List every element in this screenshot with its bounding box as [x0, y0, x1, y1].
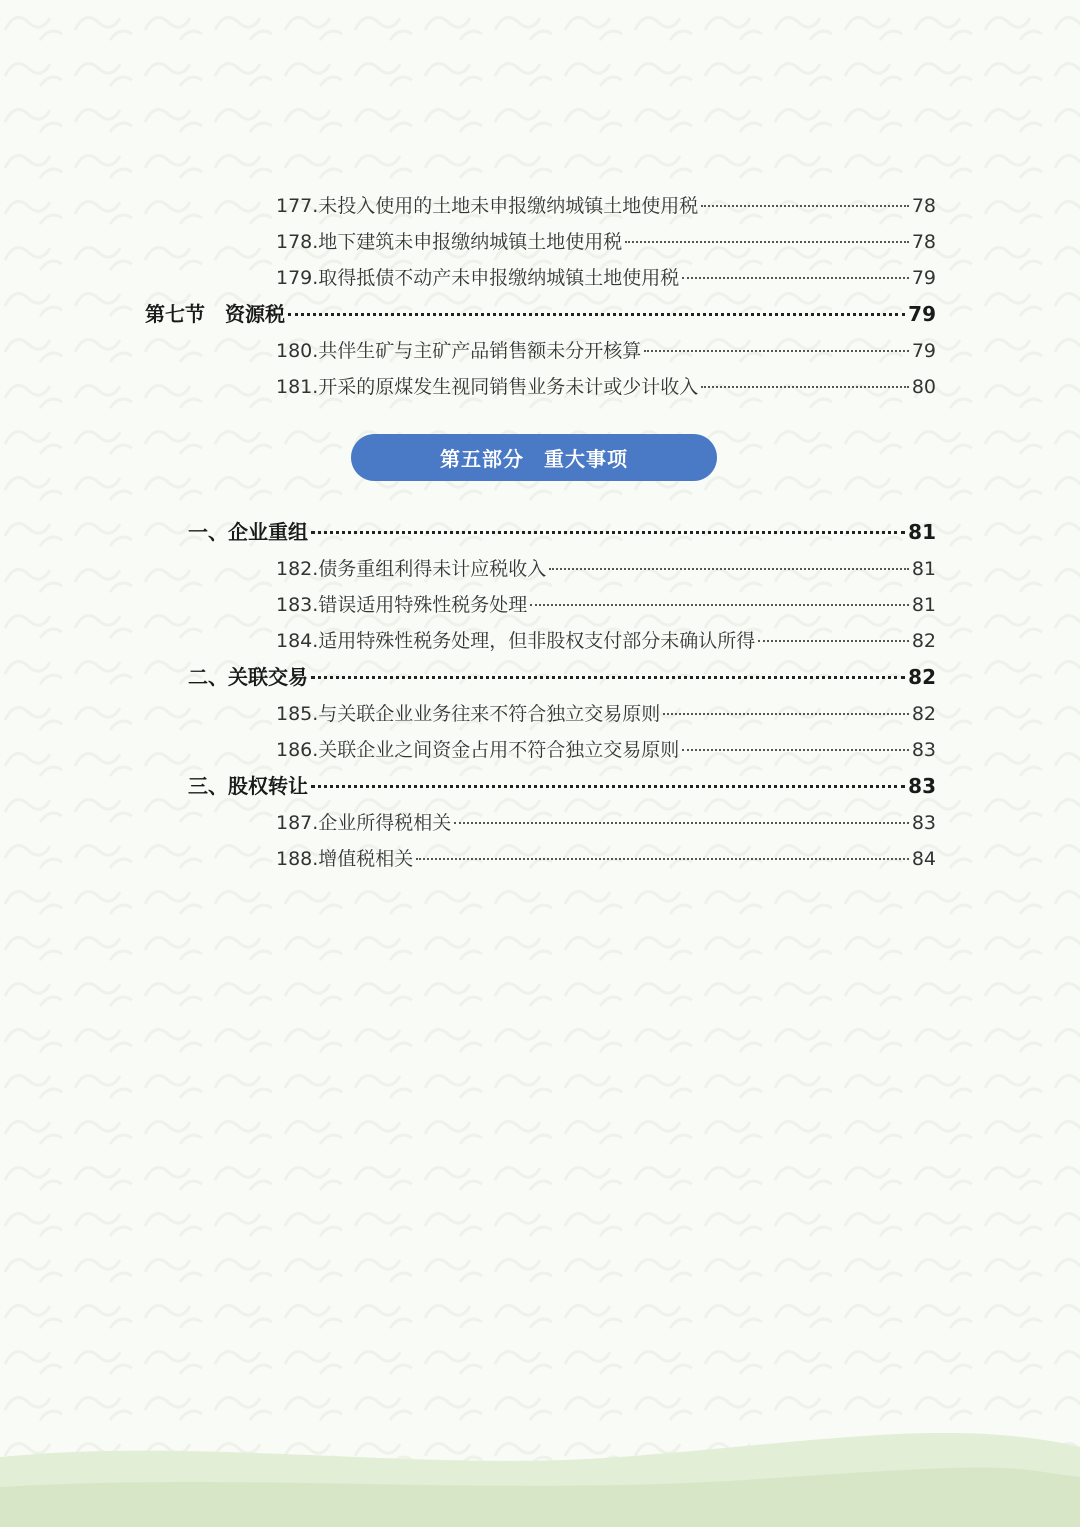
dot-leader — [682, 276, 909, 279]
dot-leader — [311, 784, 905, 788]
toc-entry[interactable] — [276, 699, 936, 729]
toc-chapter-heading[interactable] — [145, 299, 936, 329]
toc-entry-label: 186.关联企业之间资金占用不符合独立交易原则 — [276, 739, 680, 761]
toc-entry-label: 187.企业所得税相关 — [276, 812, 452, 834]
toc-entry[interactable] — [276, 590, 936, 620]
toc-entry-page: 82 — [911, 630, 936, 652]
toc-section-heading[interactable] — [188, 517, 936, 547]
toc-entry-label: 179.取得抵债不动产未申报缴纳城镇土地使用税 — [276, 267, 680, 289]
toc-entry[interactable] — [276, 372, 936, 402]
toc-entry-page: 83 — [911, 812, 936, 834]
toc-entry-label: 180.共伴生矿与主矿产品销售额未分开核算 — [276, 340, 642, 362]
dot-leader — [625, 240, 909, 243]
toc-entry-label: 183.错误适用特殊性税务处理 — [276, 594, 528, 616]
toc-entry[interactable] — [276, 844, 936, 874]
dot-leader — [758, 639, 909, 642]
dot-leader — [701, 204, 909, 207]
toc-entry-page: 82 — [911, 703, 936, 725]
toc-entry-label: 178.地下建筑未申报缴纳城镇土地使用税 — [276, 231, 623, 253]
toc-entry[interactable] — [276, 626, 936, 656]
toc-chapter-page: 79 — [908, 302, 936, 326]
toc-entry-label: 185.与关联企业业务往来不符合独立交易原则 — [276, 703, 661, 725]
toc-section-label: 三、股权转让 — [188, 774, 308, 798]
dot-leader — [311, 675, 905, 679]
toc-entry-page: 78 — [911, 195, 936, 217]
toc-entry-page: 79 — [911, 267, 936, 289]
toc-chapter-label: 第七节 资源税 — [145, 302, 285, 326]
dot-leader — [701, 385, 909, 388]
toc-entry[interactable] — [276, 808, 936, 838]
dot-leader — [311, 530, 905, 534]
dot-leader — [549, 567, 909, 570]
toc-section-page: 83 — [908, 774, 936, 798]
toc-entry-page: 78 — [911, 231, 936, 253]
toc-entry-page: 81 — [911, 594, 936, 616]
toc-entry-label: 181.开采的原煤发生视同销售业务未计或少计收入 — [276, 376, 699, 398]
part-banner-number: 第五部分 — [440, 447, 524, 471]
toc-entry[interactable] — [276, 735, 936, 765]
dot-leader — [288, 312, 905, 316]
toc-section-page: 81 — [908, 520, 936, 544]
toc-entry-label: 182.债务重组利得未计应税收入 — [276, 558, 547, 580]
toc-entry-label: 188.增值税相关 — [276, 848, 414, 870]
toc-entry-page: 79 — [911, 340, 936, 362]
toc-entry-page: 81 — [911, 558, 936, 580]
toc-entry-label: 184.适用特殊性税务处理，但非股权支付部分未确认所得 — [276, 630, 756, 652]
bottom-wave-decoration — [0, 1417, 1080, 1527]
toc-entry[interactable] — [276, 336, 936, 366]
toc-entry[interactable] — [276, 263, 936, 293]
toc-entry[interactable] — [276, 227, 936, 257]
toc-section-label: 二、关联交易 — [188, 665, 308, 689]
toc-entry-page: 84 — [911, 848, 936, 870]
toc-section-heading[interactable] — [188, 662, 936, 692]
toc-section-label: 一、企业重组 — [188, 520, 308, 544]
toc-entry-page: 83 — [911, 739, 936, 761]
toc-entry[interactable] — [276, 554, 936, 584]
dot-leader — [530, 603, 909, 606]
toc-section-heading[interactable] — [188, 771, 936, 801]
part-five-banner[interactable] — [351, 434, 717, 481]
toc-entry-label: 177.未投入使用的土地未申报缴纳城镇土地使用税 — [276, 195, 699, 217]
part-banner-title: 重大事项 — [544, 447, 628, 471]
toc-entry[interactable] — [276, 191, 936, 221]
toc-entry-page: 80 — [911, 376, 936, 398]
dot-leader — [416, 857, 909, 860]
dot-leader — [454, 821, 909, 824]
dot-leader — [682, 748, 909, 751]
toc-section-page: 82 — [908, 665, 936, 689]
dot-leader — [644, 349, 909, 352]
dot-leader — [663, 712, 909, 715]
